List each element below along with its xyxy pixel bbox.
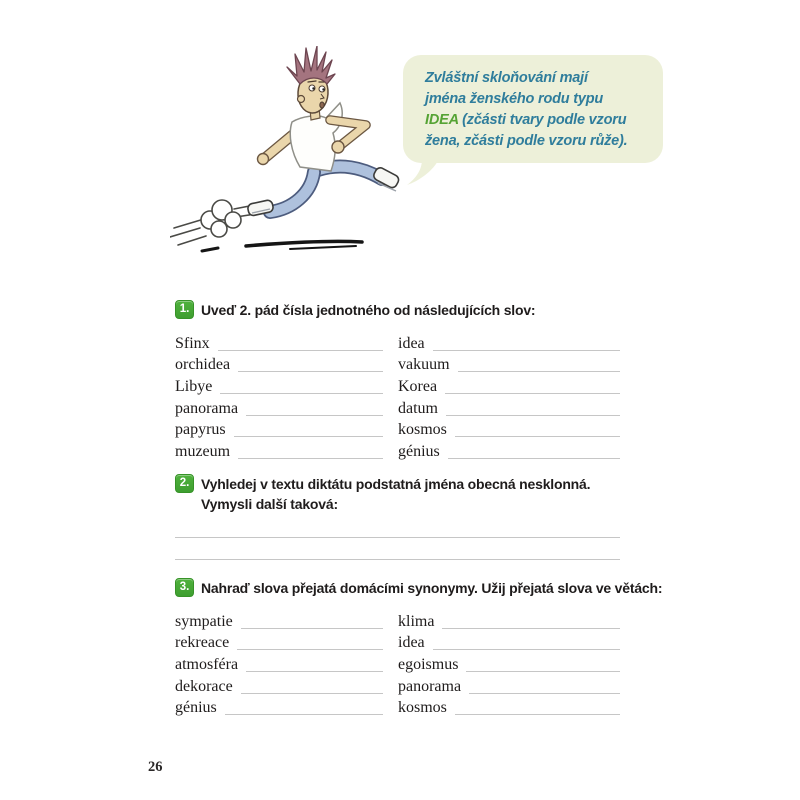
word-row [398, 675, 620, 697]
word-label: génius [398, 443, 440, 461]
exercise-2-title-line2: Vymysli další taková: [201, 496, 338, 512]
ground-shadow-strokes [202, 241, 362, 251]
exercise-3 [175, 578, 663, 718]
word-row [398, 375, 620, 397]
exercise-3-word-list [175, 610, 620, 718]
word-label: papyrus [175, 421, 226, 439]
answer-line [175, 516, 620, 538]
running-boy-cartoon-svg [170, 46, 410, 266]
boy-legs [270, 167, 382, 212]
answer-line [466, 671, 620, 672]
word-label: datum [398, 399, 438, 417]
bubble-line: Zvláštní skloňování mají [425, 70, 588, 86]
exercise-2-heading [175, 474, 620, 494]
word-column-right [398, 332, 620, 462]
answer-line [246, 415, 383, 416]
exercise-2-answer-area [175, 516, 620, 560]
exercise-number-badge: 1. [175, 300, 194, 319]
answer-line [445, 393, 620, 394]
bubble-line: jména ženského rodu typu [425, 91, 604, 107]
word-row [175, 653, 383, 675]
word-row [398, 632, 620, 654]
answer-line [455, 436, 620, 437]
exercise-1-word-list [175, 332, 620, 462]
word-label: dekorace [175, 677, 233, 695]
word-label: kosmos [398, 699, 447, 717]
answer-line [433, 649, 620, 650]
word-label: muzeum [175, 443, 231, 461]
word-row [175, 440, 383, 462]
answer-line [241, 628, 383, 629]
bubble-highlight-word: IDEA [425, 112, 459, 128]
answer-line [433, 350, 620, 351]
word-row [398, 440, 620, 462]
word-label: vakuum [398, 356, 450, 374]
exercise-2 [175, 474, 620, 560]
word-label: sympatie [175, 612, 233, 630]
word-row [398, 354, 620, 376]
answer-line [241, 693, 383, 694]
word-row [175, 610, 383, 632]
word-row [398, 697, 620, 719]
speech-bubble [403, 55, 663, 163]
answer-line [175, 538, 620, 560]
word-row [175, 419, 383, 441]
exercise-1-title: Uveď 2. pád čísla jednotného od následujících slov: [201, 302, 536, 318]
word-row [175, 375, 383, 397]
word-label: kosmos [398, 421, 447, 439]
word-label: idea [398, 634, 425, 652]
word-row [398, 610, 620, 632]
answer-line [246, 671, 383, 672]
word-label: klima [398, 612, 435, 630]
answer-line [225, 714, 383, 715]
answer-line [238, 371, 383, 372]
boy-spiky-hair [287, 46, 335, 84]
word-row [175, 697, 383, 719]
bubble-line-rest: (zčásti tvary podle vzoru [458, 112, 627, 128]
answer-line [448, 458, 620, 459]
dust-cloud-icon [201, 200, 241, 237]
word-label: orchidea [175, 356, 231, 374]
word-row [175, 675, 383, 697]
word-row [398, 419, 620, 441]
bubble-line: žena, zčásti podle vzoru růže). [425, 133, 628, 149]
answer-line [442, 628, 620, 629]
word-row [398, 397, 620, 419]
answer-line [220, 393, 383, 394]
word-row [175, 632, 383, 654]
word-row [175, 354, 383, 376]
answer-line [446, 415, 620, 416]
word-label: rekreace [175, 634, 230, 652]
word-label: panorama [398, 677, 462, 695]
exercise-number-badge: 2. [175, 474, 194, 493]
exercise-number-badge: 3. [175, 578, 194, 597]
answer-line [469, 693, 620, 694]
exercise-3-heading [175, 578, 663, 598]
answer-line [234, 436, 383, 437]
running-boy-illustration [170, 46, 410, 266]
word-row [398, 332, 620, 354]
word-row [175, 332, 383, 354]
answer-line [458, 371, 620, 372]
word-label: idea [398, 334, 425, 352]
word-row [398, 653, 620, 675]
word-label: génius [175, 699, 217, 717]
bubble-line [425, 110, 653, 131]
word-column-left [175, 332, 383, 462]
word-label: egoismus [398, 656, 459, 674]
boy-bent-arm [330, 120, 366, 153]
exercise-3-title: Nahraď slova přejatá domácími synonymy. Užij přejatá slova ve větách: [201, 580, 663, 596]
exercise-2-title: Vyhledej v textu diktátu podstatná jména obecná nesklonná. [201, 476, 591, 492]
answer-line [237, 649, 383, 650]
word-column-right [398, 610, 620, 718]
word-label: atmosféra [175, 656, 239, 674]
word-label: Sfinx [175, 334, 210, 352]
word-row [175, 397, 383, 419]
exercise-1 [175, 300, 620, 462]
speech-bubble-tail [407, 159, 453, 187]
word-label: panorama [175, 399, 239, 417]
answer-line [455, 714, 620, 715]
answer-line [218, 350, 383, 351]
word-label: Libye [175, 378, 213, 396]
page-number: 26 [148, 759, 163, 775]
answer-line [238, 458, 383, 459]
word-label: Korea [398, 378, 438, 396]
word-column-left [175, 610, 383, 718]
exercise-1-heading [175, 300, 620, 320]
